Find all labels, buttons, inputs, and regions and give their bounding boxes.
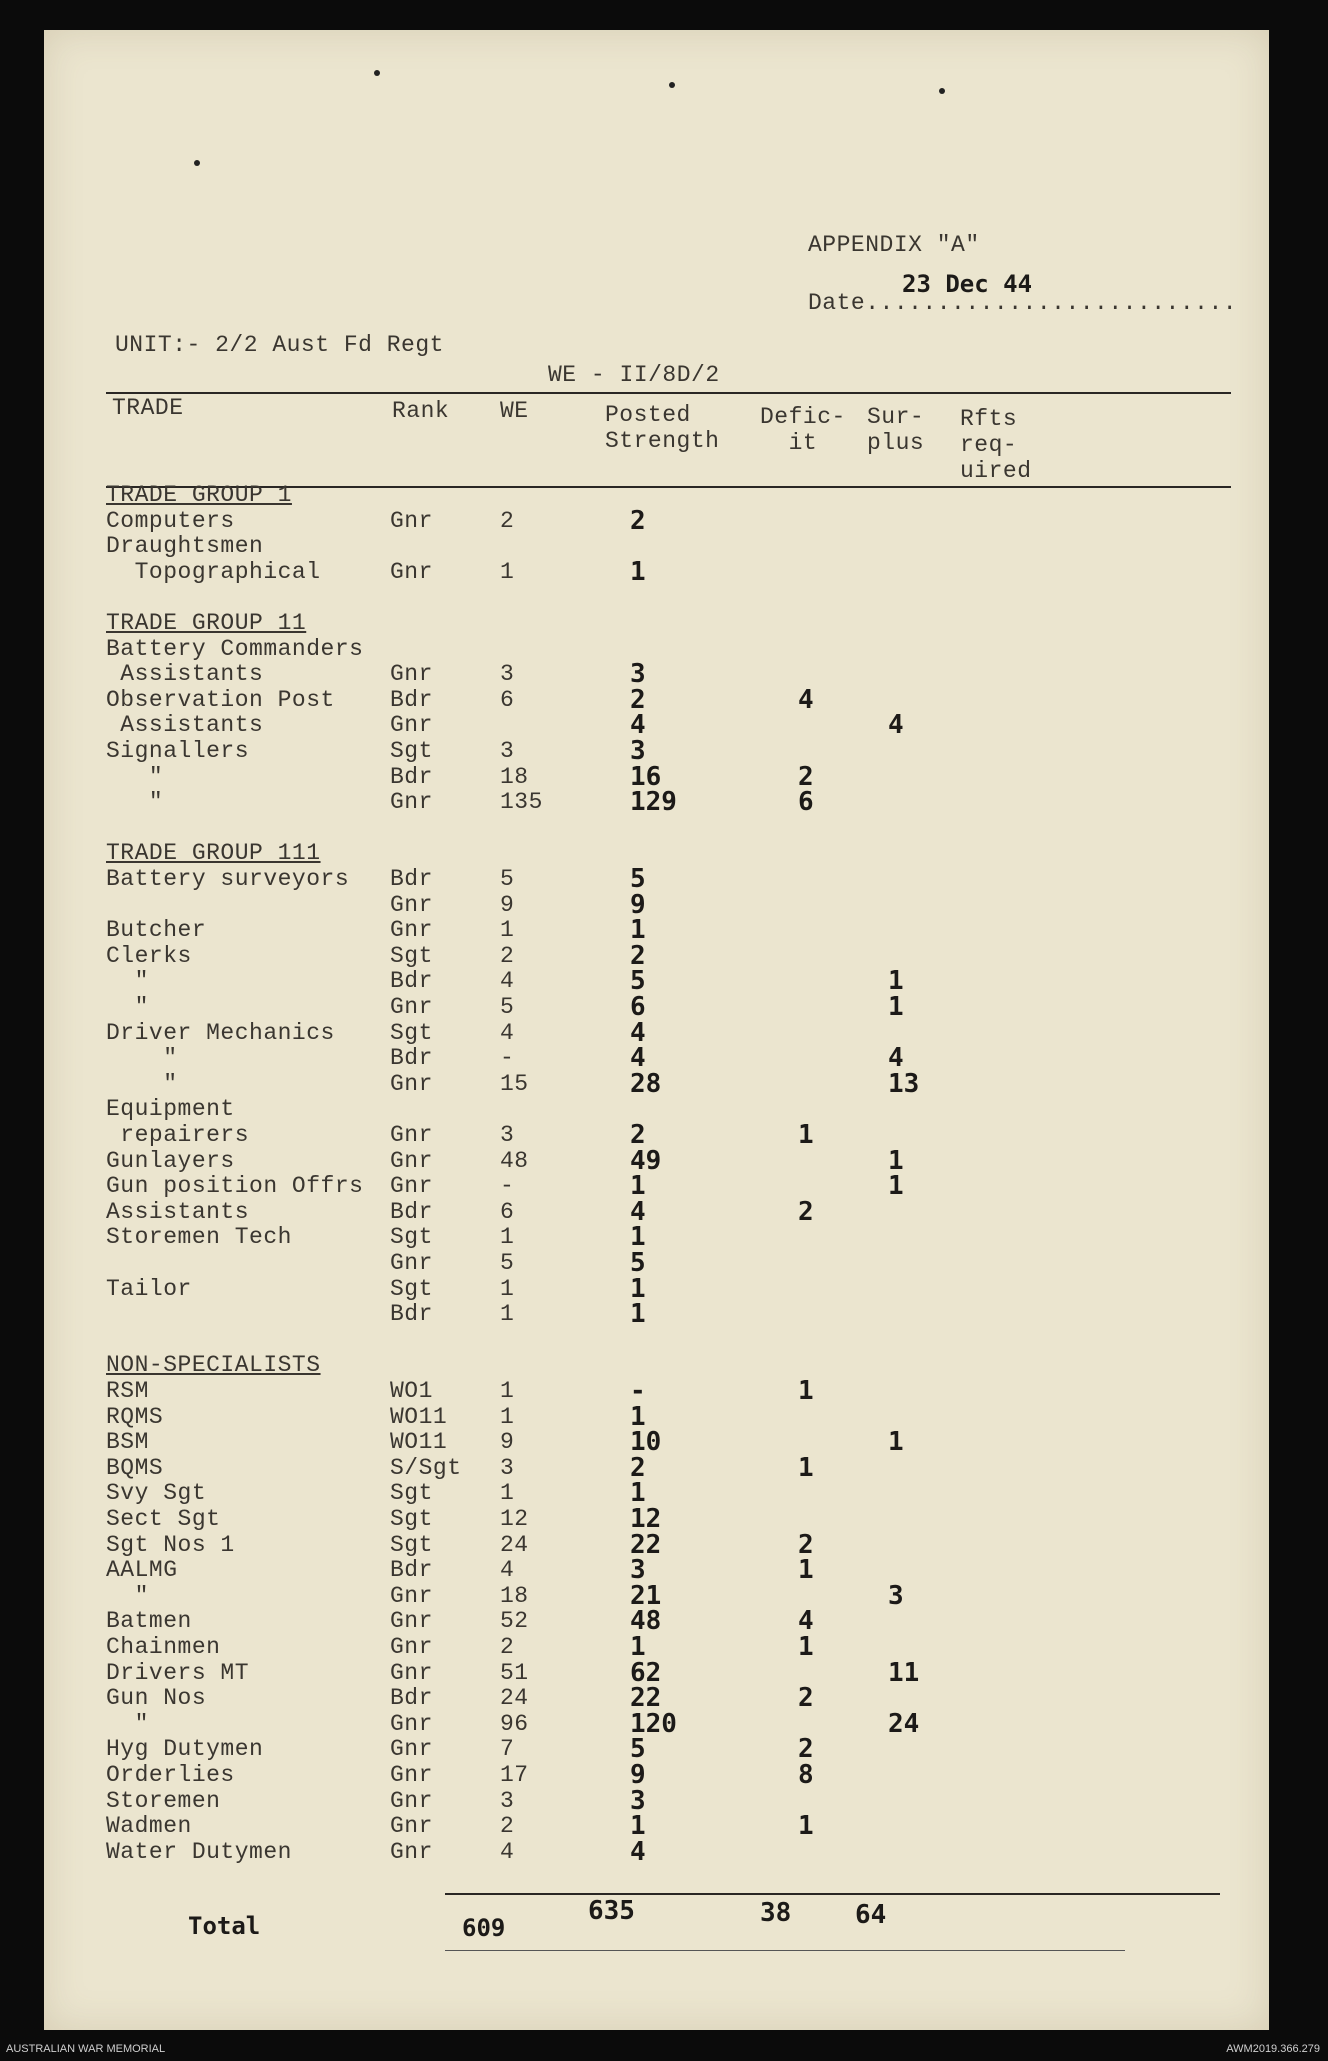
posted-cell: 1 (630, 1478, 646, 1509)
we-cell: 18 (500, 1582, 529, 1609)
trade-cell: Tailor (106, 1275, 192, 1302)
trade-cell: Observation Post (106, 686, 335, 713)
posted-cell: 5 (630, 1734, 646, 1765)
rank-cell: Gnr (390, 1659, 433, 1686)
deficit-cell: 4 (798, 684, 814, 715)
header-deficit: Defic- it (760, 404, 846, 456)
rank-cell: Gnr (390, 994, 433, 1020)
posted-cell: 1 (630, 1299, 646, 1330)
we-cell: 4 (500, 1838, 515, 1865)
we-cell: 1 (500, 1403, 515, 1430)
trade-cell: " (106, 968, 149, 995)
posted-cell: 120 (630, 1708, 677, 1739)
trade-cell: Wadmen (106, 1813, 192, 1840)
posted-cell: 3 (630, 1785, 646, 1816)
we-cell: 4 (500, 1019, 515, 1046)
posted-cell: 12 (630, 1504, 662, 1534)
trade-cell: BSM (106, 1429, 149, 1456)
surplus-cell: 1 (888, 992, 904, 1022)
rank-cell: Gnr (390, 1122, 433, 1148)
posted-cell: 129 (630, 787, 677, 818)
trade-cell: RQMS (106, 1403, 164, 1430)
deficit-cell: 2 (798, 1683, 814, 1714)
rank-cell: Sgt (390, 942, 433, 969)
trade-cell: Hyg Dutymen (106, 1736, 264, 1763)
trade-cell: " (106, 1582, 149, 1609)
date-line: Date.......................... (808, 290, 1238, 316)
trade-cell: Battery Commanders (106, 635, 364, 662)
posted-cell: 1 (630, 915, 646, 946)
posted-cell: 1 (630, 1401, 646, 1432)
trade-cell: " (106, 1070, 178, 1097)
trade-cell: " (106, 763, 164, 790)
deficit-cell: 1 (798, 1120, 814, 1150)
trade-cell: RSM (106, 1378, 149, 1404)
deficit-cell: 2 (798, 761, 814, 792)
unit-line: UNIT:- 2/2 Aust Fd Regt (115, 332, 444, 358)
rank-cell: WO1 (390, 1378, 433, 1404)
trade-cell: Driver Mechanics (106, 1019, 335, 1046)
posted-cell: 4 (630, 1017, 646, 1048)
posted-cell: 28 (630, 1068, 662, 1099)
we-cell: 2 (500, 1634, 515, 1660)
posted-cell: 48 (630, 1606, 662, 1637)
trade-cell: Drivers MT (106, 1659, 250, 1686)
posted-cell: 5 (630, 1248, 646, 1278)
we-cell: 3 (500, 738, 515, 764)
header-top-rule (106, 392, 1231, 394)
posted-cell: 1 (630, 1273, 646, 1304)
we-cell: 3 (500, 1122, 515, 1148)
punch-mark (194, 160, 200, 166)
we-cell: 48 (500, 1147, 529, 1174)
rank-cell: Gnr (390, 789, 433, 816)
trade-cell: Signallers (106, 738, 250, 764)
posted-cell: 22 (630, 1529, 662, 1560)
rank-cell: Bdr (390, 1198, 433, 1225)
deficit-cell: 2 (798, 1196, 814, 1227)
trade-cell: " (106, 1710, 149, 1737)
posted-cell: 10 (630, 1427, 662, 1458)
posted-cell: 9 (630, 889, 646, 920)
we-cell: 1 (500, 558, 515, 585)
rank-cell: Gnr (390, 1608, 433, 1635)
surplus-cell: 1 (888, 966, 904, 997)
rank-cell: Sgt (390, 1506, 433, 1532)
we-cell: 1 (500, 917, 515, 944)
rank-cell: Gnr (390, 1736, 433, 1763)
posted-cell: 1 (630, 1171, 646, 1202)
rank-cell: Sgt (390, 1224, 433, 1251)
we-cell: 135 (500, 789, 543, 816)
rank-cell: Gnr (390, 1582, 433, 1609)
surplus-cell: 4 (888, 710, 904, 741)
we-cell: 7 (500, 1736, 515, 1763)
we-cell: 3 (500, 1454, 515, 1481)
rank-cell: WO11 (390, 1429, 448, 1456)
rank-cell: Sgt (390, 1019, 433, 1046)
we-cell: 18 (500, 763, 529, 790)
surplus-cell: 1 (888, 1427, 904, 1458)
we-cell: 4 (500, 1557, 515, 1584)
header-rank: Rank (392, 398, 450, 424)
posted-cell: 16 (630, 761, 662, 792)
rank-cell: Gnr (390, 917, 433, 944)
rank-cell: Bdr (390, 1557, 433, 1584)
group-title: TRADE GROUP 11 (106, 610, 307, 636)
posted-cell: 2 (630, 505, 646, 536)
header-we: WE (500, 398, 529, 424)
we-cell: 6 (500, 686, 515, 713)
trade-cell: Computers (106, 507, 235, 534)
deficit-cell: 1 (798, 1632, 814, 1662)
total-deficit: 38 (760, 1898, 792, 1928)
rank-cell: Gnr (390, 1250, 433, 1276)
trade-cell: Svy Sgt (106, 1480, 207, 1507)
we-cell: 2 (500, 507, 515, 534)
trade-cell: Butcher (106, 917, 207, 944)
deficit-cell: 1 (798, 1452, 814, 1483)
posted-cell: 2 (630, 684, 646, 715)
rank-cell: S/Sgt (390, 1454, 462, 1481)
surplus-cell: 1 (888, 1145, 904, 1176)
rank-cell: Bdr (390, 763, 433, 790)
total-surplus: 64 (855, 1900, 887, 1930)
date-value: 23 Dec 44 (902, 270, 1033, 298)
rank-cell: Gnr (390, 1147, 433, 1174)
trade-cell: Storemen Tech (106, 1224, 292, 1251)
trade-cell: Gun position Offrs (106, 1173, 364, 1200)
posted-cell: 49 (630, 1145, 662, 1176)
trade-cell: Gunlayers (106, 1147, 235, 1174)
trade-cell: Assistants (106, 1198, 250, 1225)
we-cell: 15 (500, 1070, 529, 1097)
posted-cell: 5 (630, 864, 646, 894)
rank-cell: Bdr (390, 1301, 433, 1328)
trade-cell: Gun Nos (106, 1685, 207, 1712)
surplus-cell: 1 (888, 1171, 904, 1202)
posted-cell: 3 (630, 736, 646, 766)
trade-cell: repairers (106, 1122, 250, 1148)
we-cell: 51 (500, 1659, 529, 1686)
we-cell: 1 (500, 1275, 515, 1302)
posted-cell: 6 (630, 992, 646, 1022)
rank-cell: Bdr (390, 968, 433, 995)
posted-cell: 5 (630, 966, 646, 997)
staple-mark (374, 70, 380, 76)
staple-mark (939, 88, 945, 94)
deficit-cell: 4 (798, 1606, 814, 1637)
trade-cell: Assistants (106, 712, 264, 739)
posted-cell: 3 (630, 1555, 646, 1586)
surplus-cell: 24 (888, 1708, 920, 1739)
posted-cell: 21 (630, 1580, 662, 1611)
trade-cell: " (106, 1045, 178, 1072)
trade-cell: Draughtsmen (106, 533, 264, 560)
header-rfts: Rfts req- uired (960, 406, 1032, 484)
rank-cell: Sgt (390, 1531, 433, 1558)
staple-mark (669, 82, 675, 88)
we-reference: WE - II/8D/2 (548, 362, 720, 388)
trade-cell: " (106, 789, 164, 816)
trade-cell: Orderlies (106, 1762, 235, 1788)
rank-cell: Bdr (390, 866, 433, 892)
appendix-title: APPENDIX "A" (808, 232, 980, 258)
surplus-cell: 13 (888, 1068, 920, 1099)
group-title: NON-SPECIALISTS (106, 1352, 321, 1379)
trade-cell: Battery surveyors (106, 866, 350, 892)
rank-cell: Gnr (390, 1710, 433, 1737)
deficit-cell: 1 (798, 1811, 814, 1842)
trade-cell: Sect Sgt (106, 1506, 221, 1532)
we-cell: 24 (500, 1685, 529, 1712)
trade-cell: Sgt Nos 1 (106, 1531, 235, 1558)
we-cell: 52 (500, 1608, 529, 1635)
posted-cell: 1 (630, 1811, 646, 1842)
total-top-rule (445, 1893, 1220, 1895)
we-cell: 2 (500, 942, 515, 969)
we-cell: - (500, 1173, 515, 1200)
we-cell: 5 (500, 866, 515, 892)
deficit-cell: 1 (798, 1376, 814, 1406)
we-cell: 1 (500, 1378, 515, 1404)
header-posted: Posted Strength (605, 402, 720, 454)
we-cell: 9 (500, 891, 515, 918)
we-cell: 3 (500, 661, 515, 688)
we-cell: 96 (500, 1710, 529, 1737)
posted-cell: 2 (630, 1120, 646, 1150)
footer-credit: AUSTRALIAN WAR MEMORIAL (6, 2043, 166, 2055)
total-label: Total (188, 1912, 261, 1940)
deficit-cell: 2 (798, 1734, 814, 1765)
rank-cell: Gnr (390, 891, 433, 918)
posted-cell: 9 (630, 1760, 646, 1790)
surplus-cell: 11 (888, 1657, 920, 1688)
deficit-cell: 1 (798, 1555, 814, 1586)
rank-cell: Gnr (390, 1838, 433, 1865)
deficit-cell: 2 (798, 1529, 814, 1560)
we-cell: 3 (500, 1787, 515, 1814)
posted-cell: - (630, 1376, 646, 1406)
posted-cell: 2 (630, 940, 646, 971)
rank-cell: Gnr (390, 507, 433, 534)
trade-cell: Water Dutymen (106, 1838, 292, 1865)
we-cell: - (500, 1045, 515, 1072)
total-we: 609 (462, 1914, 506, 1942)
we-cell: 1 (500, 1480, 515, 1507)
trade-cell: " (106, 994, 149, 1020)
posted-cell: 4 (630, 1836, 646, 1867)
header-surplus: Sur- plus (867, 404, 925, 456)
we-cell: 17 (500, 1762, 529, 1788)
posted-cell: 4 (630, 1043, 646, 1074)
trade-cell: Topographical (106, 558, 321, 585)
we-cell: 5 (500, 1250, 515, 1276)
rank-cell: Sgt (390, 1275, 433, 1302)
total-bottom-rule (445, 1950, 1125, 1951)
rank-cell: Bdr (390, 1685, 433, 1712)
rank-cell: Gnr (390, 1813, 433, 1840)
we-cell: 4 (500, 968, 515, 995)
rank-cell: Gnr (390, 661, 433, 688)
rank-cell: Gnr (390, 1762, 433, 1788)
rank-cell: Gnr (390, 1787, 433, 1814)
posted-cell: 4 (630, 710, 646, 741)
we-cell: 12 (500, 1506, 529, 1532)
rank-cell: Gnr (390, 558, 433, 585)
posted-cell: 1 (630, 1632, 646, 1662)
we-cell: 5 (500, 994, 515, 1020)
we-cell: 2 (500, 1813, 515, 1840)
surplus-cell: 3 (888, 1580, 904, 1611)
posted-cell: 1 (630, 556, 646, 587)
group-title: TRADE GROUP 111 (106, 840, 321, 867)
posted-cell: 4 (630, 1196, 646, 1227)
rank-cell: Sgt (390, 1480, 433, 1507)
group-title: TRADE GROUP 1 (106, 482, 292, 508)
rank-cell: Bdr (390, 1045, 433, 1072)
trade-cell: Assistants (106, 661, 264, 688)
rank-cell: Gnr (390, 1173, 433, 1200)
posted-cell: 22 (630, 1683, 662, 1714)
rank-cell: Bdr (390, 686, 433, 713)
trade-cell: Chainmen (106, 1634, 221, 1660)
posted-cell: 3 (630, 659, 646, 690)
we-cell: 24 (500, 1531, 529, 1558)
posted-cell: 1 (630, 1222, 646, 1253)
rank-cell: Gnr (390, 712, 433, 739)
rank-cell: Gnr (390, 1634, 433, 1660)
deficit-cell: 6 (798, 787, 814, 818)
rank-cell: Gnr (390, 1070, 433, 1097)
trade-cell: Equipment (106, 1096, 235, 1123)
header-trade: TRADE (112, 395, 184, 421)
footer-id: AWM2019.366.279 (1226, 2043, 1320, 2055)
we-cell: 9 (500, 1429, 515, 1456)
posted-cell: 62 (630, 1657, 662, 1688)
we-cell: 1 (500, 1301, 515, 1328)
surplus-cell: 4 (888, 1043, 904, 1074)
posted-cell: 2 (630, 1452, 646, 1483)
total-posted: 635 (588, 1896, 635, 1926)
rank-cell: Sgt (390, 738, 433, 764)
trade-cell: Storemen (106, 1787, 221, 1814)
trade-cell: Clerks (106, 942, 192, 969)
trade-cell: Batmen (106, 1608, 192, 1635)
deficit-cell: 8 (798, 1760, 814, 1790)
rank-cell: WO11 (390, 1403, 448, 1430)
trade-cell: BQMS (106, 1454, 164, 1481)
we-cell: 6 (500, 1198, 515, 1225)
trade-cell: AALMG (106, 1557, 178, 1584)
we-cell: 1 (500, 1224, 515, 1251)
